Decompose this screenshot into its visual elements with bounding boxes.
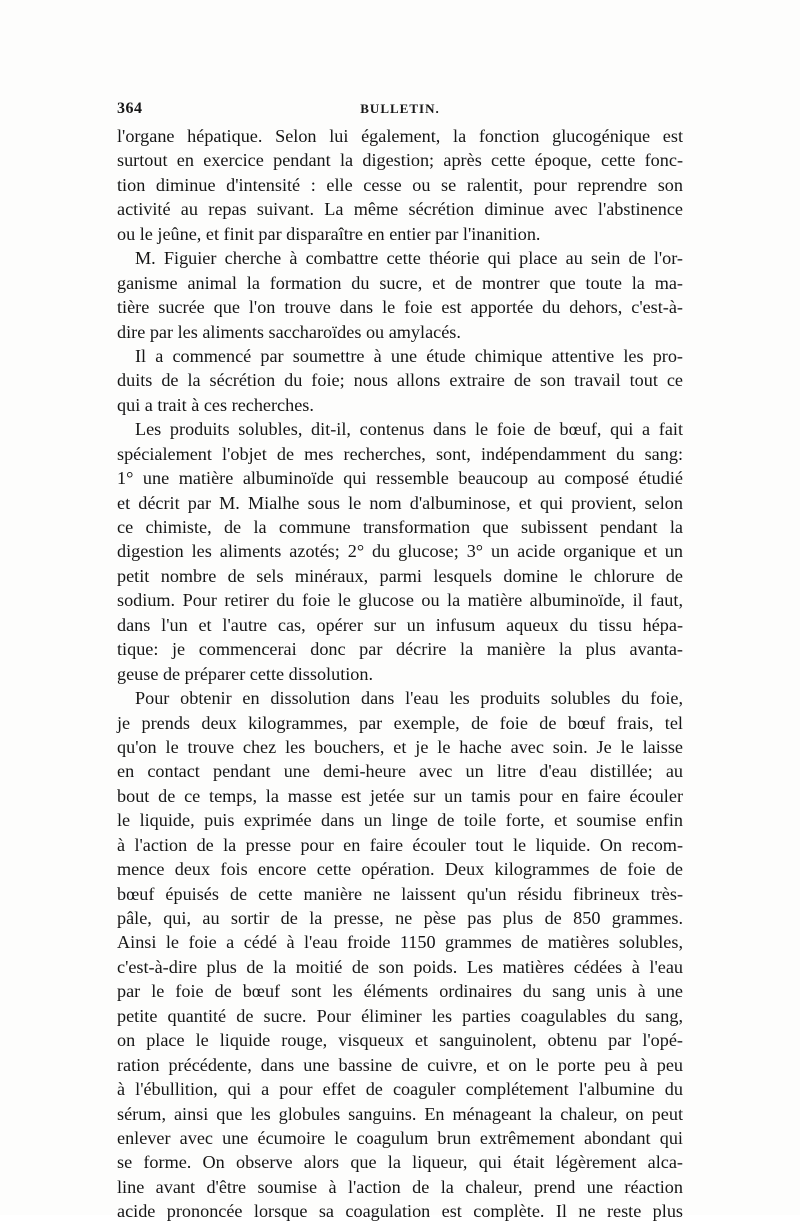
text-line: ration précédente, dans une bassine de cuivre, et on le porte peu à peu: [117, 1054, 683, 1075]
text-line: Les produits solubles, dit-il, contenus dans le foie de bœuf, qui a fait: [135, 419, 683, 440]
text-line: acide prononcée lorsque sa coagulation est complète. Il ne reste plus: [117, 1201, 683, 1222]
text-line: en contact pendant une demi-heure avec un litre d'eau distillée; au: [117, 761, 683, 782]
text-line: digestion les aliments azotés; 2° du glucose; 3° un acide organique et un: [117, 541, 683, 562]
text-line: sodium. Pour retirer du foie le glucose ou la matière albuminoïde, il faut,: [117, 590, 683, 611]
text-line: M. Figuier cherche à combattre cette théorie qui place au sein de l'or-: [135, 248, 683, 269]
text-line: spécialement l'objet de mes recherches, sont, indépendamment du sang:: [117, 443, 683, 464]
text-line: on place le liquide rouge, visqueux et sanguinolent, obtenu par l'opé-: [117, 1030, 683, 1051]
text-line: ganisme animal la formation du sucre, et de montrer que toute la ma-: [117, 272, 683, 293]
text-line: c'est-à-dire plus de la moitié de son poids. Les matières cédées à l'eau: [117, 956, 683, 977]
text-line: surtout en exercice pendant la digestion; après cette époque, cette fonc-: [117, 150, 683, 171]
text-line: ou le jeûne, et finit par disparaître en entier par l'inanition.: [117, 223, 541, 244]
text-line: le liquide, puis exprimée dans un linge de toile forte, et soumise enfin: [117, 810, 683, 831]
text-line: tion diminue d'intensité : elle cesse ou se ralentit, pour reprendre son: [117, 174, 683, 195]
text-line: sérum, ainsi que les globules sanguins. En ménageant la chaleur, on peut: [117, 1103, 683, 1124]
text-line: Pour obtenir en dissolution dans l'eau les produits solubles du foie,: [135, 688, 683, 709]
text-line: je prends deux kilogrammes, par exemple, de foie de bœuf frais, tel: [117, 712, 683, 733]
running-head: [117, 100, 683, 122]
text-line: à l'ébullition, qui a pour effet de coaguler complétement l'albumine du: [117, 1079, 683, 1100]
text-line: l'organe hépatique. Selon lui également, la fonction glucogénique est: [117, 126, 683, 146]
page-number: 364: [117, 100, 143, 117]
running-title: BULLETIN.: [360, 101, 440, 116]
text-line: tière sucrée que l'on trouve dans le foie est apportée du dehors, c'est-à-: [117, 297, 683, 318]
text-line: activité au repas suivant. La même sécrétion diminue avec l'abstinence: [117, 199, 683, 220]
text-line: par le foie de bœuf sont les éléments ordinaires du sang unis à une: [117, 981, 683, 1002]
text-line: enlever avec une écumoire le coagulum brun extrêmement abondant qui: [117, 1127, 683, 1148]
text-line: qui a trait à ces recherches.: [117, 394, 314, 415]
text-line: tique: je commencerai donc par décrire la manière la plus avanta-: [117, 639, 683, 660]
text-line: à l'action de la presse pour en faire écouler tout le liquide. On recom-: [117, 834, 683, 855]
text-line: ce chimiste, de la commune transformation que subissent pendant la: [117, 517, 683, 537]
text-line: qu'on le trouve chez les bouchers, et je le hache avec soin. Je le laisse: [117, 736, 683, 757]
text-line: petite quantité de sucre. Pour éliminer les parties coagulables du sang,: [117, 1005, 683, 1026]
text-line: bout de ce temps, la masse est jetée sur un tamis pour en faire écouler: [117, 785, 683, 806]
text-line: duits de la sécrétion du foie; nous allons extraire de son travail tout ce: [117, 370, 683, 391]
text-line: Ainsi le foie a cédé à l'eau froide 1150 grammes de matières solubles,: [117, 932, 683, 953]
text-line: 1° une matière albuminoïde qui ressemble beaucoup au composé étudié: [117, 468, 683, 489]
text-line: pâle, qui, au sortir de la presse, ne pèse pas plus de 850 grammes.: [117, 908, 683, 928]
text-line: dire par les aliments saccharoïdes ou amylacés.: [117, 321, 461, 342]
text-line: geuse de préparer cette dissolution.: [117, 663, 374, 684]
text-line: bœuf épuisés de cette manière ne laissent qu'un résidu fibrineux très-: [117, 883, 683, 904]
text-line: petit nombre de sels minéraux, parmi lesquels domine le chlorure de: [117, 565, 683, 586]
text-line: se forme. On observe alors que la liqueur, qui était légèrement alca-: [117, 1152, 683, 1173]
text-line: dans l'un et l'autre cas, opérer sur un infusum aqueux du tissu hépa-: [117, 614, 683, 635]
text-line: et décrit par M. Mialhe sous le nom d'albuminose, et qui provient, selon: [117, 492, 683, 513]
body-text: [117, 124, 683, 1224]
text-line: mence deux fois encore cette opération. Deux kilogrammes de foie de: [117, 859, 683, 880]
text-line: line avant d'être soumise à l'action de la chaleur, prend une réaction: [117, 1176, 683, 1197]
text-line: Il a commencé par soumettre à une étude chimique attentive les pro-: [135, 345, 683, 366]
